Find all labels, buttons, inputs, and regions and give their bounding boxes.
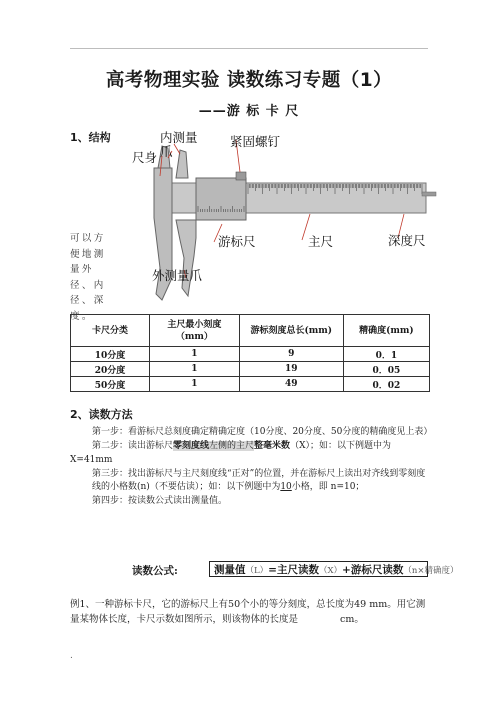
label-vernier: 游标尺 — [218, 235, 256, 249]
table-row — [71, 377, 430, 392]
table-cell: 0．05 — [343, 362, 429, 377]
table-cell: 19 — [239, 362, 343, 377]
step-2-text-a: 第二步：读出游标尺 — [92, 441, 174, 452]
label-outer-jaw: 外测量爪 — [152, 269, 203, 283]
movable-inner-jaw — [176, 150, 188, 178]
example-1-text: 例1、一种游标卡尺，它的游标尺上有50个小的等分刻度，总长度为49 mm。用它测量某物体长度，卡尺示数如图所示，则该物体的长度是 — [70, 599, 426, 625]
precision-table — [70, 314, 430, 392]
table-header: 游标刻度总长(mm) — [239, 315, 343, 347]
step-3-text-a: 第三步：找出游标尺与主尺刻度线“正对”的位置，并在游标尺上读出对齐线到零刻度线的小格数(n)（不要估读）；如：以下例题中为 — [92, 469, 426, 492]
step-2-text-c: 左侧的主尺 — [209, 441, 255, 452]
formula-part-2: （L） — [245, 566, 269, 576]
table-header: 精确度(mm) — [343, 315, 429, 347]
formula-part-5: +游标尺读数 — [342, 564, 404, 576]
table-row — [71, 362, 430, 377]
step-2-example: X=41mm — [70, 455, 113, 466]
table-cell: 50分度 — [71, 377, 150, 392]
reading-steps — [70, 426, 433, 509]
step-4: 第四步：按读数公式读出测量值。 — [92, 495, 228, 506]
table-cell: 1 — [149, 362, 239, 377]
table-cell: 49 — [239, 377, 343, 392]
label-inner-jaw-2: 爪 — [160, 145, 173, 159]
formula-part-6: （n×精确度） — [403, 566, 459, 576]
step-2-zero-line: 零刻度线 — [173, 441, 210, 452]
label-lock-screw: 紧固螺钉 — [230, 135, 281, 149]
step-3-count: 10 — [280, 481, 292, 492]
example-1 — [70, 597, 432, 627]
usage-note: 可以方便地测量外径、内径、深度。 — [70, 233, 106, 322]
table-cell: 1 — [149, 377, 239, 392]
step-1: 第一步：看游标尺总刻度确定精确定度（10分度、20分度、50分度的精确度见上表） — [92, 427, 433, 437]
lock-screw — [236, 172, 246, 180]
section-heading-structure: 1、结构 — [70, 131, 111, 144]
movable-jaw — [176, 220, 196, 296]
formula-part-3: =主尺读数 — [268, 564, 319, 576]
formula-box — [209, 561, 459, 577]
label-inner-jaw-1: 内测量 — [160, 131, 198, 145]
table-cell: 9 — [239, 347, 343, 362]
table-row — [71, 347, 430, 362]
table-header: 主尺最小刻度 （mm） — [149, 315, 239, 347]
footer-dot: . — [70, 651, 73, 661]
vernier-slide — [196, 178, 246, 220]
step-3-text-c: 小格，即 n=10； — [291, 481, 365, 492]
example-1-unit: cm。 — [340, 614, 364, 625]
formula-part-4: （X） — [318, 566, 343, 576]
label-depth-rod: 深度尺 — [388, 234, 426, 248]
page-subtitle: ——游 标 卡 尺 — [198, 104, 300, 119]
label-main-scale: 主尺 — [308, 235, 334, 249]
table-cell: 0．02 — [343, 377, 429, 392]
step-2-text-e: （X）；如：以下例题中为 — [290, 441, 391, 452]
section-heading-reading: 2、读数方法 — [70, 408, 133, 421]
formula-label: 读数公式: — [132, 565, 178, 577]
step-2-whole-mm: 整毫米数 — [254, 441, 291, 452]
table-cell: 20分度 — [71, 362, 150, 377]
table-header: 卡尺分类 — [71, 315, 150, 347]
table-cell: 10分度 — [71, 347, 150, 362]
label-ruler-body: 尺身 — [132, 151, 158, 165]
header-rule — [70, 48, 428, 49]
table-cell: 0．1 — [343, 347, 429, 362]
step-3 — [92, 468, 432, 493]
table-cell: 1 — [149, 347, 239, 362]
table-header-row — [71, 315, 430, 347]
depth-rod — [422, 192, 436, 196]
page-title: 高考物理实验 读数练习专题（1） — [105, 70, 393, 91]
step-2 — [92, 440, 432, 453]
vernier-caliper-diagram — [132, 128, 437, 303]
formula-part-1: 测量值 — [214, 564, 246, 576]
